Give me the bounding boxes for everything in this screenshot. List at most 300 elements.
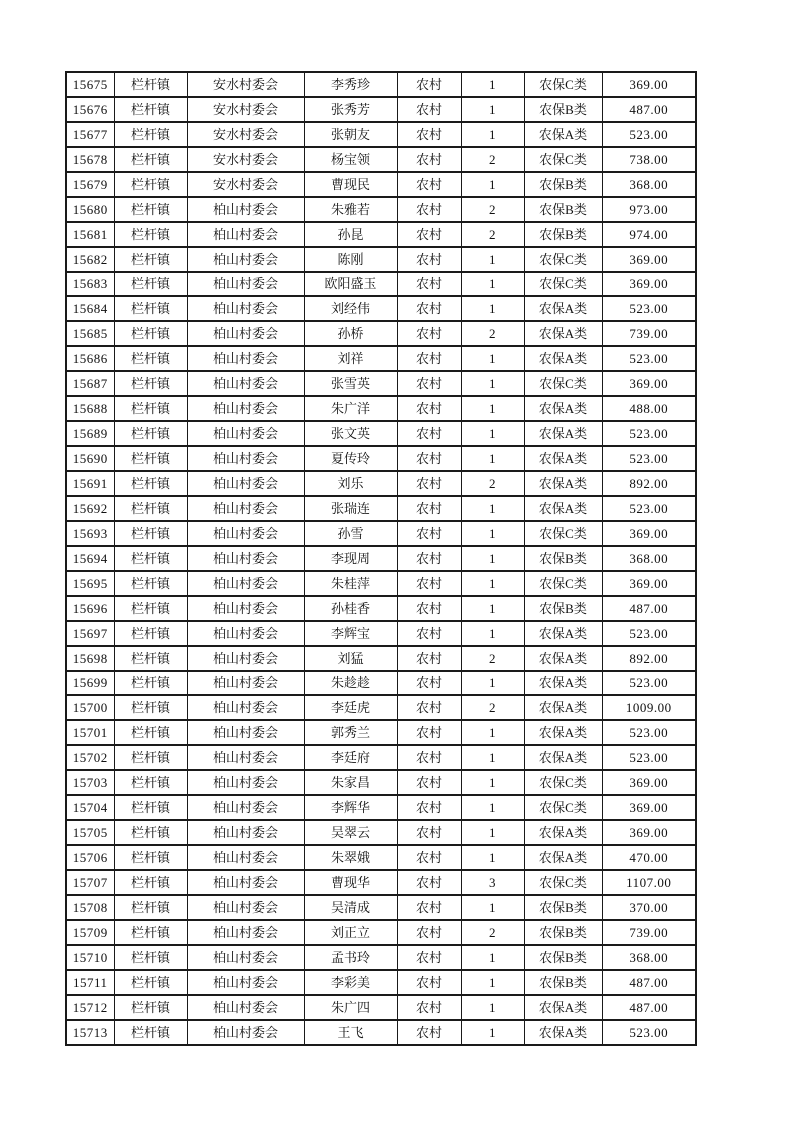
table-row bbox=[66, 745, 696, 770]
row-id-cell: 15691 bbox=[66, 471, 114, 496]
table-row bbox=[66, 396, 696, 421]
row-id-cell: 15688 bbox=[66, 396, 114, 421]
town-cell: 栏杆镇 bbox=[114, 122, 187, 147]
insurance-category-cell: 农保A类 bbox=[524, 646, 602, 671]
town-cell: 栏杆镇 bbox=[114, 222, 187, 247]
row-id-cell: 15680 bbox=[66, 197, 114, 222]
insurance-category-cell: 农保C类 bbox=[524, 770, 602, 795]
person-name-cell: 刘祥 bbox=[304, 346, 397, 371]
town-cell: 栏杆镇 bbox=[114, 421, 187, 446]
person-count-cell: 1 bbox=[461, 421, 524, 446]
row-id-cell: 15698 bbox=[66, 646, 114, 671]
person-name-cell: 朱广洋 bbox=[304, 396, 397, 421]
town-cell: 栏杆镇 bbox=[114, 546, 187, 571]
amount-cell: 523.00 bbox=[602, 745, 696, 770]
residence-type-cell: 农村 bbox=[397, 122, 461, 147]
amount-cell: 369.00 bbox=[602, 795, 696, 820]
residence-type-cell: 农村 bbox=[397, 671, 461, 696]
person-count-cell: 2 bbox=[461, 646, 524, 671]
amount-cell: 523.00 bbox=[602, 446, 696, 471]
table-row bbox=[66, 995, 696, 1020]
village-committee-cell: 柏山村委会 bbox=[187, 321, 304, 346]
insurance-category-cell: 农保B类 bbox=[524, 197, 602, 222]
table-row bbox=[66, 222, 696, 247]
village-committee-cell: 安水村委会 bbox=[187, 172, 304, 197]
person-name-cell: 孟书玲 bbox=[304, 945, 397, 970]
village-committee-cell: 柏山村委会 bbox=[187, 496, 304, 521]
town-cell: 栏杆镇 bbox=[114, 845, 187, 870]
residence-type-cell: 农村 bbox=[397, 421, 461, 446]
insurance-category-cell: 农保C类 bbox=[524, 795, 602, 820]
person-name-cell: 孙昆 bbox=[304, 222, 397, 247]
person-name-cell: 郭秀兰 bbox=[304, 720, 397, 745]
person-count-cell: 1 bbox=[461, 720, 524, 745]
row-id-cell: 15676 bbox=[66, 97, 114, 122]
amount-cell: 369.00 bbox=[602, 247, 696, 272]
amount-cell: 487.00 bbox=[602, 97, 696, 122]
town-cell: 栏杆镇 bbox=[114, 147, 187, 172]
person-name-cell: 李辉宝 bbox=[304, 621, 397, 646]
residence-type-cell: 农村 bbox=[397, 521, 461, 546]
person-count-cell: 1 bbox=[461, 72, 524, 97]
town-cell: 栏杆镇 bbox=[114, 272, 187, 297]
table-body bbox=[66, 72, 696, 1045]
person-count-cell: 1 bbox=[461, 496, 524, 521]
town-cell: 栏杆镇 bbox=[114, 895, 187, 920]
amount-cell: 368.00 bbox=[602, 172, 696, 197]
person-count-cell: 1 bbox=[461, 845, 524, 870]
person-count-cell: 1 bbox=[461, 945, 524, 970]
row-id-cell: 15712 bbox=[66, 995, 114, 1020]
row-id-cell: 15675 bbox=[66, 72, 114, 97]
person-count-cell: 1 bbox=[461, 995, 524, 1020]
person-count-cell: 1 bbox=[461, 97, 524, 122]
village-committee-cell: 柏山村委会 bbox=[187, 845, 304, 870]
row-id-cell: 15679 bbox=[66, 172, 114, 197]
residence-type-cell: 农村 bbox=[397, 147, 461, 172]
table-row bbox=[66, 72, 696, 97]
row-id-cell: 15695 bbox=[66, 571, 114, 596]
insurance-category-cell: 农保A类 bbox=[524, 421, 602, 446]
town-cell: 栏杆镇 bbox=[114, 745, 187, 770]
row-id-cell: 15705 bbox=[66, 820, 114, 845]
amount-cell: 368.00 bbox=[602, 546, 696, 571]
table-row bbox=[66, 247, 696, 272]
village-committee-cell: 柏山村委会 bbox=[187, 920, 304, 945]
person-name-cell: 朱广四 bbox=[304, 995, 397, 1020]
village-committee-cell: 柏山村委会 bbox=[187, 346, 304, 371]
person-name-cell: 杨宝领 bbox=[304, 147, 397, 172]
insurance-category-cell: 农保C类 bbox=[524, 272, 602, 297]
village-committee-cell: 柏山村委会 bbox=[187, 945, 304, 970]
person-count-cell: 3 bbox=[461, 870, 524, 895]
person-count-cell: 1 bbox=[461, 122, 524, 147]
table-row bbox=[66, 671, 696, 696]
town-cell: 栏杆镇 bbox=[114, 770, 187, 795]
town-cell: 栏杆镇 bbox=[114, 945, 187, 970]
insurance-category-cell: 农保B类 bbox=[524, 945, 602, 970]
person-count-cell: 1 bbox=[461, 1020, 524, 1045]
person-count-cell: 1 bbox=[461, 272, 524, 297]
row-id-cell: 15683 bbox=[66, 272, 114, 297]
insurance-category-cell: 农保A类 bbox=[524, 296, 602, 321]
amount-cell: 523.00 bbox=[602, 496, 696, 521]
residence-type-cell: 农村 bbox=[397, 346, 461, 371]
person-count-cell: 1 bbox=[461, 671, 524, 696]
village-committee-cell: 柏山村委会 bbox=[187, 571, 304, 596]
table-row bbox=[66, 421, 696, 446]
town-cell: 栏杆镇 bbox=[114, 247, 187, 272]
row-id-cell: 15682 bbox=[66, 247, 114, 272]
residence-type-cell: 农村 bbox=[397, 970, 461, 995]
amount-cell: 370.00 bbox=[602, 895, 696, 920]
table-row bbox=[66, 795, 696, 820]
row-id-cell: 15684 bbox=[66, 296, 114, 321]
person-name-cell: 陈刚 bbox=[304, 247, 397, 272]
town-cell: 栏杆镇 bbox=[114, 795, 187, 820]
town-cell: 栏杆镇 bbox=[114, 346, 187, 371]
town-cell: 栏杆镇 bbox=[114, 521, 187, 546]
residence-type-cell: 农村 bbox=[397, 197, 461, 222]
town-cell: 栏杆镇 bbox=[114, 446, 187, 471]
person-count-cell: 2 bbox=[461, 695, 524, 720]
village-committee-cell: 柏山村委会 bbox=[187, 1020, 304, 1045]
row-id-cell: 15708 bbox=[66, 895, 114, 920]
residence-type-cell: 农村 bbox=[397, 845, 461, 870]
village-committee-cell: 安水村委会 bbox=[187, 122, 304, 147]
table-row bbox=[66, 770, 696, 795]
village-committee-cell: 安水村委会 bbox=[187, 97, 304, 122]
amount-cell: 738.00 bbox=[602, 147, 696, 172]
row-id-cell: 15678 bbox=[66, 147, 114, 172]
town-cell: 栏杆镇 bbox=[114, 72, 187, 97]
row-id-cell: 15713 bbox=[66, 1020, 114, 1045]
amount-cell: 523.00 bbox=[602, 1020, 696, 1045]
person-count-cell: 1 bbox=[461, 596, 524, 621]
row-id-cell: 15696 bbox=[66, 596, 114, 621]
town-cell: 栏杆镇 bbox=[114, 396, 187, 421]
town-cell: 栏杆镇 bbox=[114, 820, 187, 845]
person-name-cell: 朱雅若 bbox=[304, 197, 397, 222]
village-committee-cell: 柏山村委会 bbox=[187, 197, 304, 222]
town-cell: 栏杆镇 bbox=[114, 695, 187, 720]
village-committee-cell: 柏山村委会 bbox=[187, 222, 304, 247]
village-committee-cell: 柏山村委会 bbox=[187, 820, 304, 845]
insurance-category-cell: 农保A类 bbox=[524, 995, 602, 1020]
insurance-category-cell: 农保B类 bbox=[524, 920, 602, 945]
amount-cell: 487.00 bbox=[602, 995, 696, 1020]
insurance-category-cell: 农保B类 bbox=[524, 97, 602, 122]
table-row bbox=[66, 571, 696, 596]
amount-cell: 369.00 bbox=[602, 521, 696, 546]
residence-type-cell: 农村 bbox=[397, 571, 461, 596]
row-id-cell: 15699 bbox=[66, 671, 114, 696]
person-name-cell: 张瑞连 bbox=[304, 496, 397, 521]
insurance-category-cell: 农保A类 bbox=[524, 621, 602, 646]
insurance-category-cell: 农保A类 bbox=[524, 695, 602, 720]
person-name-cell: 王飞 bbox=[304, 1020, 397, 1045]
table-row bbox=[66, 97, 696, 122]
table-row bbox=[66, 197, 696, 222]
person-count-cell: 1 bbox=[461, 795, 524, 820]
town-cell: 栏杆镇 bbox=[114, 970, 187, 995]
residence-type-cell: 农村 bbox=[397, 695, 461, 720]
town-cell: 栏杆镇 bbox=[114, 720, 187, 745]
person-name-cell: 李彩美 bbox=[304, 970, 397, 995]
residence-type-cell: 农村 bbox=[397, 945, 461, 970]
village-committee-cell: 柏山村委会 bbox=[187, 471, 304, 496]
insurance-category-cell: 农保A类 bbox=[524, 471, 602, 496]
row-id-cell: 15686 bbox=[66, 346, 114, 371]
residence-type-cell: 农村 bbox=[397, 795, 461, 820]
amount-cell: 487.00 bbox=[602, 596, 696, 621]
row-id-cell: 15687 bbox=[66, 371, 114, 396]
insurance-category-cell: 农保A类 bbox=[524, 745, 602, 770]
table-row bbox=[66, 471, 696, 496]
insurance-category-cell: 农保C类 bbox=[524, 870, 602, 895]
row-id-cell: 15710 bbox=[66, 945, 114, 970]
table-row bbox=[66, 296, 696, 321]
residence-type-cell: 农村 bbox=[397, 1020, 461, 1045]
table-row bbox=[66, 870, 696, 895]
person-count-cell: 1 bbox=[461, 970, 524, 995]
residence-type-cell: 农村 bbox=[397, 396, 461, 421]
amount-cell: 892.00 bbox=[602, 471, 696, 496]
insurance-category-cell: 农保A类 bbox=[524, 820, 602, 845]
village-committee-cell: 柏山村委会 bbox=[187, 296, 304, 321]
town-cell: 栏杆镇 bbox=[114, 870, 187, 895]
row-id-cell: 15693 bbox=[66, 521, 114, 546]
village-committee-cell: 柏山村委会 bbox=[187, 995, 304, 1020]
village-committee-cell: 柏山村委会 bbox=[187, 895, 304, 920]
amount-cell: 1009.00 bbox=[602, 695, 696, 720]
village-committee-cell: 柏山村委会 bbox=[187, 770, 304, 795]
insurance-category-cell: 农保A类 bbox=[524, 396, 602, 421]
person-count-cell: 1 bbox=[461, 770, 524, 795]
residence-type-cell: 农村 bbox=[397, 172, 461, 197]
town-cell: 栏杆镇 bbox=[114, 197, 187, 222]
residence-type-cell: 农村 bbox=[397, 296, 461, 321]
amount-cell: 739.00 bbox=[602, 920, 696, 945]
amount-cell: 369.00 bbox=[602, 371, 696, 396]
insurance-category-cell: 农保A类 bbox=[524, 720, 602, 745]
residence-type-cell: 农村 bbox=[397, 596, 461, 621]
person-count-cell: 1 bbox=[461, 571, 524, 596]
residence-type-cell: 农村 bbox=[397, 247, 461, 272]
person-name-cell: 曹现民 bbox=[304, 172, 397, 197]
person-count-cell: 2 bbox=[461, 197, 524, 222]
insurance-category-cell: 农保A类 bbox=[524, 671, 602, 696]
residence-type-cell: 农村 bbox=[397, 97, 461, 122]
person-name-cell: 刘乐 bbox=[304, 471, 397, 496]
amount-cell: 523.00 bbox=[602, 671, 696, 696]
row-id-cell: 15700 bbox=[66, 695, 114, 720]
residence-type-cell: 农村 bbox=[397, 471, 461, 496]
person-count-cell: 2 bbox=[461, 222, 524, 247]
person-name-cell: 朱桂萍 bbox=[304, 571, 397, 596]
town-cell: 栏杆镇 bbox=[114, 920, 187, 945]
table-row bbox=[66, 646, 696, 671]
insurance-category-cell: 农保C类 bbox=[524, 72, 602, 97]
table-row bbox=[66, 945, 696, 970]
town-cell: 栏杆镇 bbox=[114, 995, 187, 1020]
village-committee-cell: 柏山村委会 bbox=[187, 596, 304, 621]
village-committee-cell: 柏山村委会 bbox=[187, 421, 304, 446]
table-row bbox=[66, 272, 696, 297]
village-committee-cell: 柏山村委会 bbox=[187, 396, 304, 421]
row-id-cell: 15692 bbox=[66, 496, 114, 521]
person-name-cell: 李廷虎 bbox=[304, 695, 397, 720]
person-name-cell: 李秀珍 bbox=[304, 72, 397, 97]
person-count-cell: 1 bbox=[461, 546, 524, 571]
person-count-cell: 1 bbox=[461, 820, 524, 845]
person-count-cell: 1 bbox=[461, 521, 524, 546]
insurance-category-cell: 农保B类 bbox=[524, 222, 602, 247]
amount-cell: 523.00 bbox=[602, 122, 696, 147]
town-cell: 栏杆镇 bbox=[114, 172, 187, 197]
person-name-cell: 吴翠云 bbox=[304, 820, 397, 845]
person-count-cell: 1 bbox=[461, 745, 524, 770]
person-name-cell: 张朝友 bbox=[304, 122, 397, 147]
village-committee-cell: 柏山村委会 bbox=[187, 720, 304, 745]
residence-type-cell: 农村 bbox=[397, 621, 461, 646]
amount-cell: 973.00 bbox=[602, 197, 696, 222]
village-committee-cell: 柏山村委会 bbox=[187, 521, 304, 546]
person-name-cell: 张文英 bbox=[304, 421, 397, 446]
amount-cell: 368.00 bbox=[602, 945, 696, 970]
insurance-category-cell: 农保C类 bbox=[524, 147, 602, 172]
amount-cell: 487.00 bbox=[602, 970, 696, 995]
town-cell: 栏杆镇 bbox=[114, 321, 187, 346]
insurance-category-cell: 农保B类 bbox=[524, 172, 602, 197]
person-name-cell: 李廷府 bbox=[304, 745, 397, 770]
residence-type-cell: 农村 bbox=[397, 546, 461, 571]
amount-cell: 369.00 bbox=[602, 72, 696, 97]
table-row bbox=[66, 895, 696, 920]
row-id-cell: 15704 bbox=[66, 795, 114, 820]
row-id-cell: 15690 bbox=[66, 446, 114, 471]
person-name-cell: 李辉华 bbox=[304, 795, 397, 820]
table-row bbox=[66, 346, 696, 371]
row-id-cell: 15677 bbox=[66, 122, 114, 147]
table-row bbox=[66, 147, 696, 172]
insurance-category-cell: 农保B类 bbox=[524, 596, 602, 621]
benefits-table bbox=[65, 71, 697, 1046]
person-name-cell: 刘经伟 bbox=[304, 296, 397, 321]
village-committee-cell: 安水村委会 bbox=[187, 72, 304, 97]
residence-type-cell: 农村 bbox=[397, 272, 461, 297]
insurance-category-cell: 农保C类 bbox=[524, 247, 602, 272]
village-committee-cell: 柏山村委会 bbox=[187, 671, 304, 696]
town-cell: 栏杆镇 bbox=[114, 496, 187, 521]
amount-cell: 523.00 bbox=[602, 296, 696, 321]
insurance-category-cell: 农保A类 bbox=[524, 1020, 602, 1045]
residence-type-cell: 农村 bbox=[397, 820, 461, 845]
town-cell: 栏杆镇 bbox=[114, 296, 187, 321]
row-id-cell: 15681 bbox=[66, 222, 114, 247]
table-row bbox=[66, 172, 696, 197]
person-count-cell: 1 bbox=[461, 446, 524, 471]
insurance-category-cell: 农保A类 bbox=[524, 122, 602, 147]
insurance-category-cell: 农保B类 bbox=[524, 895, 602, 920]
person-name-cell: 孙桂香 bbox=[304, 596, 397, 621]
table-row bbox=[66, 446, 696, 471]
table-row bbox=[66, 321, 696, 346]
row-id-cell: 15707 bbox=[66, 870, 114, 895]
village-committee-cell: 柏山村委会 bbox=[187, 371, 304, 396]
person-count-cell: 1 bbox=[461, 247, 524, 272]
table-row bbox=[66, 546, 696, 571]
person-count-cell: 2 bbox=[461, 920, 524, 945]
person-name-cell: 朱家昌 bbox=[304, 770, 397, 795]
insurance-category-cell: 农保C类 bbox=[524, 571, 602, 596]
row-id-cell: 15685 bbox=[66, 321, 114, 346]
row-id-cell: 15702 bbox=[66, 745, 114, 770]
person-name-cell: 李现周 bbox=[304, 546, 397, 571]
insurance-category-cell: 农保A类 bbox=[524, 845, 602, 870]
person-name-cell: 欧阳盛玉 bbox=[304, 272, 397, 297]
residence-type-cell: 农村 bbox=[397, 446, 461, 471]
town-cell: 栏杆镇 bbox=[114, 371, 187, 396]
row-id-cell: 15711 bbox=[66, 970, 114, 995]
person-count-cell: 2 bbox=[461, 147, 524, 172]
amount-cell: 369.00 bbox=[602, 272, 696, 297]
amount-cell: 1107.00 bbox=[602, 870, 696, 895]
amount-cell: 369.00 bbox=[602, 820, 696, 845]
table-row bbox=[66, 845, 696, 870]
insurance-category-cell: 农保A类 bbox=[524, 496, 602, 521]
insurance-category-cell: 农保A类 bbox=[524, 446, 602, 471]
residence-type-cell: 农村 bbox=[397, 720, 461, 745]
row-id-cell: 15694 bbox=[66, 546, 114, 571]
person-name-cell: 曹现华 bbox=[304, 870, 397, 895]
row-id-cell: 15709 bbox=[66, 920, 114, 945]
amount-cell: 974.00 bbox=[602, 222, 696, 247]
person-name-cell: 夏传玲 bbox=[304, 446, 397, 471]
village-committee-cell: 柏山村委会 bbox=[187, 870, 304, 895]
table-row bbox=[66, 122, 696, 147]
person-name-cell: 刘猛 bbox=[304, 646, 397, 671]
person-count-cell: 1 bbox=[461, 621, 524, 646]
village-committee-cell: 柏山村委会 bbox=[187, 795, 304, 820]
village-committee-cell: 柏山村委会 bbox=[187, 646, 304, 671]
person-count-cell: 2 bbox=[461, 321, 524, 346]
village-committee-cell: 柏山村委会 bbox=[187, 546, 304, 571]
insurance-category-cell: 农保C类 bbox=[524, 521, 602, 546]
village-committee-cell: 安水村委会 bbox=[187, 147, 304, 172]
table-row bbox=[66, 371, 696, 396]
village-committee-cell: 柏山村委会 bbox=[187, 970, 304, 995]
amount-cell: 369.00 bbox=[602, 571, 696, 596]
table-row bbox=[66, 970, 696, 995]
village-committee-cell: 柏山村委会 bbox=[187, 446, 304, 471]
town-cell: 栏杆镇 bbox=[114, 1020, 187, 1045]
table-row bbox=[66, 820, 696, 845]
town-cell: 栏杆镇 bbox=[114, 571, 187, 596]
amount-cell: 470.00 bbox=[602, 845, 696, 870]
table-row bbox=[66, 1020, 696, 1045]
amount-cell: 488.00 bbox=[602, 396, 696, 421]
village-committee-cell: 柏山村委会 bbox=[187, 247, 304, 272]
residence-type-cell: 农村 bbox=[397, 895, 461, 920]
amount-cell: 523.00 bbox=[602, 421, 696, 446]
person-name-cell: 朱翠娥 bbox=[304, 845, 397, 870]
amount-cell: 523.00 bbox=[602, 346, 696, 371]
person-name-cell: 张雪英 bbox=[304, 371, 397, 396]
person-count-cell: 1 bbox=[461, 396, 524, 421]
village-committee-cell: 柏山村委会 bbox=[187, 272, 304, 297]
table-row bbox=[66, 496, 696, 521]
